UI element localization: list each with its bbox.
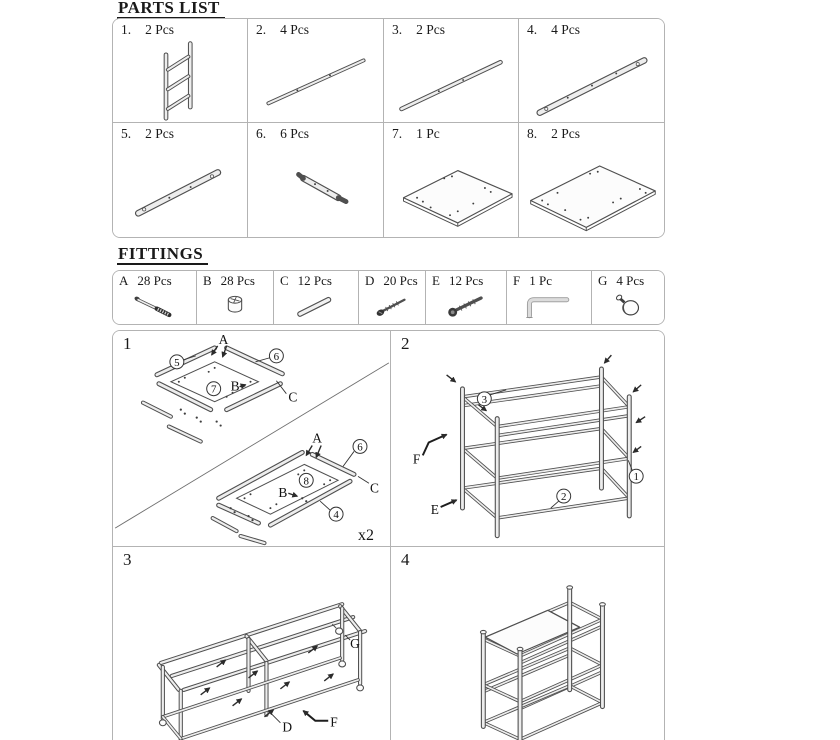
parts-list-table: [112, 18, 665, 238]
part-qty: 2 Pcs: [145, 126, 175, 141]
svg-text:8: 8: [303, 475, 309, 488]
part-number: 6.: [256, 126, 267, 141]
step-1-repeat-note: x2: [358, 527, 374, 545]
part-label: [519, 123, 664, 141]
instruction-sheet: [112, 0, 665, 740]
svg-text:2: 2: [561, 491, 567, 504]
fitting-letter: F: [513, 273, 521, 288]
callout-fitF: [413, 435, 447, 467]
svg-text:6: 6: [273, 350, 280, 363]
part-label: [519, 19, 664, 37]
svg-text:C: C: [369, 480, 379, 496]
callout-fitC-top: [276, 381, 297, 405]
step-3-diagram: [113, 547, 390, 740]
part-qty: 6 Pcs: [280, 126, 310, 141]
part-number: 2.: [256, 22, 267, 37]
fitting-qty: 4 Pcs: [616, 273, 645, 288]
fitting-letter: B: [203, 273, 212, 288]
fitting-item-G: [592, 271, 664, 324]
part-6-bracket-icon: [253, 143, 379, 235]
part-item-3: [384, 19, 519, 123]
foot-glide-icon: [595, 290, 661, 322]
bolt-icon: [122, 290, 188, 322]
part-2-rod-icon: [253, 38, 379, 122]
callout-part5: [170, 355, 196, 369]
fitting-label: [592, 271, 664, 288]
part-item-2: [248, 19, 384, 123]
fitting-item-F: [507, 271, 592, 324]
barrel-nut-icon: [202, 290, 268, 322]
part-8-board-icon: [521, 143, 663, 235]
part-qty: 4 Pcs: [551, 22, 581, 37]
part-item-5: [113, 123, 248, 237]
part-label: [113, 123, 247, 141]
callout-fitB-bottom: [278, 485, 297, 500]
allen-key-icon: [513, 290, 585, 322]
callout-fitE: [431, 500, 457, 517]
part-item-8: [519, 123, 664, 237]
fitting-qty: 12 Pcs: [448, 273, 484, 288]
callout-part6-bottom: [343, 439, 367, 466]
fitting-item-C: [274, 271, 359, 324]
assembly-steps-grid: [112, 330, 665, 740]
fitting-label: [426, 271, 506, 288]
callout-part7: [207, 382, 221, 396]
fitting-label: [274, 271, 358, 288]
svg-text:A: A: [312, 430, 322, 446]
fitting-qty: 12 Pcs: [297, 273, 332, 288]
part-number: 5.: [121, 126, 132, 141]
step-4-panel: [391, 547, 664, 740]
part-3-tube-icon: [388, 38, 514, 122]
step-2-diagram: [391, 331, 664, 546]
part-item-6: [248, 123, 384, 237]
part-qty: 2 Pcs: [416, 22, 446, 37]
callout-part2: [551, 489, 571, 508]
step-1-diagram: [113, 331, 390, 546]
part-qty: 2 Pcs: [551, 126, 581, 141]
svg-text:B: B: [278, 485, 288, 501]
svg-text:4: 4: [333, 509, 339, 522]
svg-text:B: B: [230, 378, 240, 394]
fitting-item-E: [426, 271, 507, 324]
svg-text:7: 7: [210, 383, 217, 396]
svg-text:G: G: [350, 636, 360, 652]
fitting-item-B: [197, 271, 274, 324]
step-3-number: 3: [123, 550, 132, 569]
dowel-icon: [283, 290, 349, 322]
fitting-letter: C: [280, 273, 289, 288]
parts-list-title: PARTS LIST: [117, 0, 225, 19]
part-label: [248, 19, 383, 37]
callout-fitF: [303, 711, 337, 730]
callout-fitD: [269, 712, 292, 735]
fitting-letter: A: [119, 273, 129, 288]
countersunk-screw-icon: [362, 290, 422, 322]
part-label: [248, 123, 383, 141]
fitting-item-D: [359, 271, 426, 324]
callout-part8: [299, 473, 313, 487]
fitting-item-A: [113, 271, 197, 324]
fitting-letter: G: [598, 273, 608, 288]
fitting-letter: E: [432, 273, 440, 288]
part-label: [384, 19, 518, 37]
callout-fitG: [345, 635, 360, 651]
part-item-1: [113, 19, 248, 123]
fitting-qty: 28 Pcs: [220, 273, 255, 288]
step-3-panel: [113, 547, 391, 740]
part-label: [113, 19, 247, 37]
part-5-slat-icon: [117, 143, 243, 235]
fitting-label: [197, 271, 273, 288]
step-1-panel: [113, 331, 391, 547]
part-number: 3.: [392, 22, 403, 37]
part-number: 4.: [527, 22, 538, 37]
svg-text:F: F: [412, 451, 421, 467]
part-4-slat-icon: [524, 38, 660, 122]
part-qty: 2 Pcs: [145, 22, 175, 37]
svg-text:F: F: [330, 714, 338, 730]
callout-fitC-bottom: [358, 476, 379, 495]
part-label: [384, 123, 518, 141]
callout-part4: [320, 501, 343, 521]
svg-text:6: 6: [357, 441, 363, 454]
svg-text:C: C: [288, 389, 298, 405]
part-7-board-icon: [388, 143, 514, 235]
svg-text:E: E: [430, 501, 439, 517]
fittings-table: [112, 270, 665, 325]
fitting-label: [113, 271, 196, 288]
fitting-qty: 1 Pc: [529, 273, 552, 288]
callout-part6-top: [255, 349, 283, 363]
pan-head-screw-icon: [433, 290, 499, 322]
fitting-label: [359, 271, 425, 288]
part-qty: 4 Pcs: [280, 22, 310, 37]
part-number: 7.: [392, 126, 403, 141]
part-item-4: [519, 19, 664, 123]
step-4-number: 4: [401, 550, 410, 569]
part-1-side-frame-icon: [117, 38, 243, 122]
fitting-qty: 28 Pcs: [137, 273, 172, 288]
callout-fitA-top: [212, 332, 229, 357]
svg-text:D: D: [282, 719, 293, 735]
step-1-number: 1: [123, 334, 132, 353]
svg-text:A: A: [218, 331, 229, 347]
fitting-label: [507, 271, 591, 288]
step-4-diagram: [391, 547, 664, 740]
svg-text:5: 5: [174, 356, 180, 369]
fitting-qty: 20 Pcs: [383, 273, 418, 288]
part-number: 1.: [121, 22, 132, 37]
callout-fitB-top: [231, 379, 246, 394]
part-item-7: [384, 123, 519, 237]
fitting-letter: D: [365, 273, 375, 288]
part-number: 8.: [527, 126, 538, 141]
svg-text:3: 3: [481, 393, 488, 406]
step-2-number: 2: [401, 334, 410, 353]
fittings-title: FITTINGS: [117, 245, 208, 265]
step-2-panel: [391, 331, 664, 547]
part-qty: 1 Pc: [416, 126, 440, 141]
svg-text:1: 1: [633, 471, 639, 484]
